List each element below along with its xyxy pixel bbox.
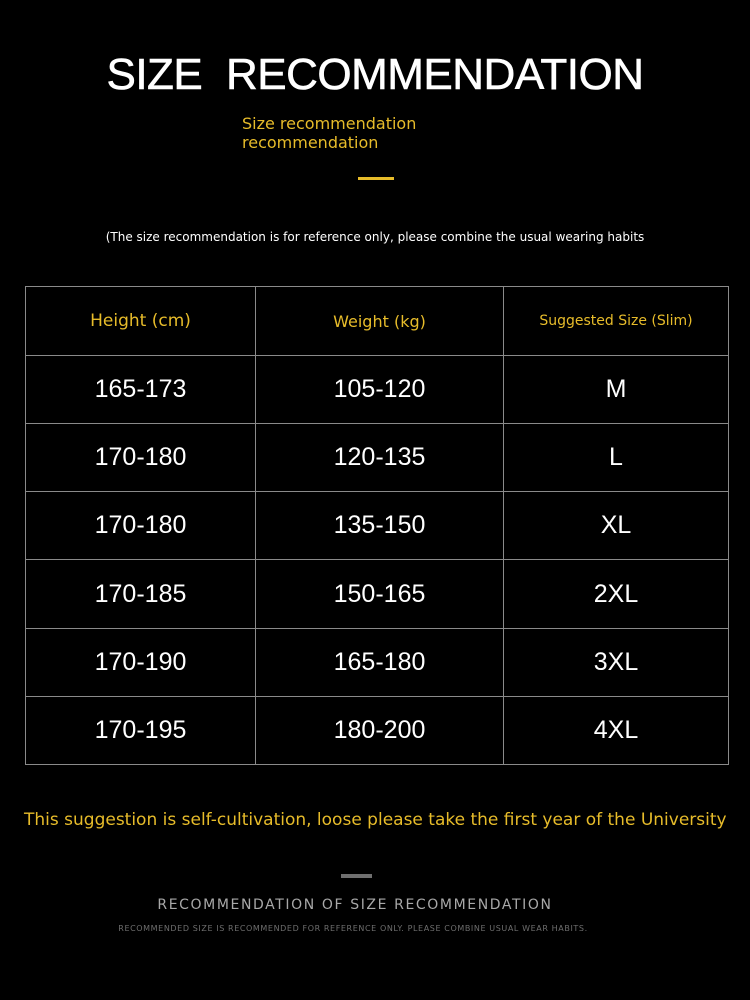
weight-cell: 135-150 bbox=[256, 492, 504, 560]
weight-cell: 150-165 bbox=[256, 560, 504, 628]
page-title: SIZE RECOMMENDATION bbox=[106, 50, 644, 99]
footer-title: RECOMMENDATION OF SIZE RECOMMENDATION bbox=[157, 897, 553, 913]
height-cell: 165-173 bbox=[26, 356, 256, 424]
table-row bbox=[26, 560, 729, 628]
size-cell: XL bbox=[504, 492, 729, 560]
footer-divider bbox=[341, 874, 372, 878]
table-row bbox=[26, 492, 729, 560]
height-cell: 170-180 bbox=[26, 424, 256, 492]
table-row bbox=[26, 628, 729, 696]
table-row bbox=[26, 696, 729, 764]
weight-cell: 165-180 bbox=[256, 628, 504, 696]
footer-subtitle: RECOMMENDED SIZE IS RECOMMENDED FOR REFERENCE ONLY. PLEASE COMBINE USUAL WEAR HABITS. bbox=[118, 924, 588, 933]
weight-cell: 120-135 bbox=[256, 424, 504, 492]
table-header-row bbox=[26, 287, 729, 356]
accent-divider bbox=[358, 177, 394, 180]
height-cell: 170-190 bbox=[26, 628, 256, 696]
height-cell: 170-185 bbox=[26, 560, 256, 628]
size-cell: L bbox=[504, 424, 729, 492]
header-height: Height (cm) bbox=[26, 287, 256, 356]
table-row bbox=[26, 356, 729, 424]
size-cell: 4XL bbox=[504, 696, 729, 764]
subtitle-line-1: Size recommendation bbox=[242, 114, 417, 133]
height-cell: 170-180 bbox=[26, 492, 256, 560]
reference-note: (The size recommendation is for reference only, please combine the usual wearing habits bbox=[105, 230, 645, 244]
weight-cell: 180-200 bbox=[256, 696, 504, 764]
height-cell: 170-195 bbox=[26, 696, 256, 764]
header-weight: Weight (kg) bbox=[256, 287, 504, 356]
size-cell: M bbox=[504, 356, 729, 424]
size-cell: 3XL bbox=[504, 628, 729, 696]
subtitle-line-2: recommendation bbox=[242, 133, 379, 152]
suggestion-text: This suggestion is self-cultivation, loose please take the first year of the University bbox=[24, 810, 727, 830]
header-size: Suggested Size (Slim) bbox=[504, 287, 729, 356]
table-row bbox=[26, 424, 729, 492]
weight-cell: 105-120 bbox=[256, 356, 504, 424]
subtitle bbox=[242, 114, 502, 152]
size-cell: 2XL bbox=[504, 560, 729, 628]
size-table bbox=[25, 286, 729, 765]
